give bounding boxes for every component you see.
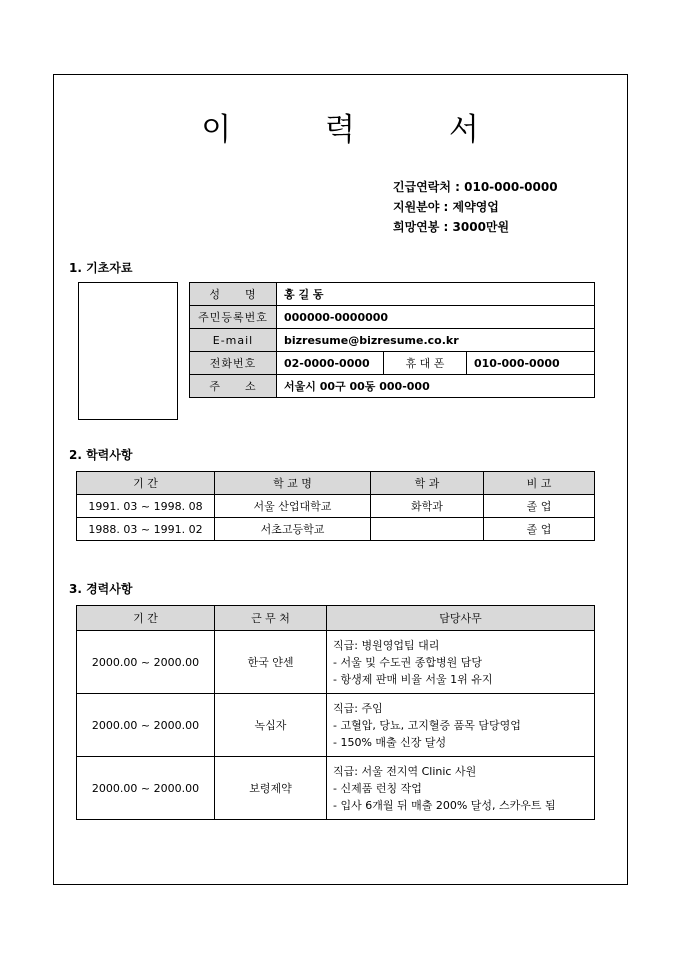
section-career-heading: 3. 경력사항 (69, 582, 133, 596)
education-table (76, 471, 595, 541)
name-value: 홍 길 동 (277, 283, 595, 306)
id-label: 주민등록번호 (190, 306, 277, 329)
address-value: 서울시 00구 00동 000-000 (277, 375, 595, 398)
duty-line: - 고혈압, 당뇨, 고지혈증 품목 담당영업 (333, 718, 521, 732)
basic-info-table (189, 282, 595, 398)
table-row (190, 306, 595, 329)
table-row (77, 518, 595, 541)
edu-note: 졸 업 (484, 495, 595, 518)
edu-header-school: 학 교 명 (215, 472, 371, 495)
table-header-row (77, 606, 595, 631)
career-company: 한국 얀센 (215, 631, 327, 694)
phone-value: 02-0000-0000 (277, 352, 384, 375)
emergency-contact: 긴급연락처 : 010-000-0000 (393, 180, 558, 194)
career-header-company: 근 무 처 (215, 606, 327, 631)
edu-header-period: 기 간 (77, 472, 215, 495)
duty-line: - 입사 6개월 뒤 매출 200% 달성, 스카우트 됨 (333, 798, 556, 812)
edu-note: 졸 업 (484, 518, 595, 541)
career-header-duties: 담당사무 (327, 606, 595, 631)
table-row (190, 352, 595, 375)
career-period: 2000.00 ~ 2000.00 (77, 757, 215, 820)
edu-school: 서울 산업대학교 (215, 495, 371, 518)
table-row (190, 375, 595, 398)
career-duties (327, 757, 595, 820)
career-duties (327, 694, 595, 757)
edu-major: 화학과 (371, 495, 484, 518)
edu-header-note: 비 고 (484, 472, 595, 495)
email-label: E-mail (190, 329, 277, 352)
edu-header-major: 학 과 (371, 472, 484, 495)
mobile-label: 휴 대 폰 (384, 352, 467, 375)
table-row (77, 495, 595, 518)
section-basic-heading: 1. 기초자료 (69, 261, 133, 275)
phone-label: 전화번호 (190, 352, 277, 375)
mobile-value: 010-000-0000 (467, 352, 595, 375)
photo-box (78, 282, 178, 420)
table-row (77, 631, 595, 694)
duty-line: - 150% 매출 신장 달성 (333, 735, 447, 749)
table-row (190, 329, 595, 352)
table-row (190, 283, 595, 306)
edu-period: 1991. 03 ~ 1998. 08 (77, 495, 215, 518)
career-company: 녹십자 (215, 694, 327, 757)
name-label: 성 명 (190, 283, 277, 306)
duty-line: - 항생제 판매 비율 서울 1위 유지 (333, 672, 493, 686)
career-company: 보령제약 (215, 757, 327, 820)
table-header-row (77, 472, 595, 495)
duty-line: - 신제품 런칭 작업 (333, 781, 422, 795)
career-table (76, 605, 595, 820)
edu-major (371, 518, 484, 541)
duty-line: 직급: 주임 (333, 701, 383, 715)
edu-period: 1988. 03 ~ 1991. 02 (77, 518, 215, 541)
id-value: 000000-0000000 (277, 306, 595, 329)
email-value: bizresume@bizresume.co.kr (277, 329, 595, 352)
table-row (77, 757, 595, 820)
contact-info (393, 177, 558, 237)
career-period: 2000.00 ~ 2000.00 (77, 631, 215, 694)
resume-title: 이 력 서 (201, 112, 521, 148)
career-duties (327, 631, 595, 694)
edu-school: 서초고등학교 (215, 518, 371, 541)
desired-field: 지원분야 : 제약영업 (393, 200, 499, 214)
career-header-period: 기 간 (77, 606, 215, 631)
table-row (77, 694, 595, 757)
duty-line: 직급: 병원영업팀 대리 (333, 638, 440, 652)
desired-salary: 희망연봉 : 3000만원 (393, 220, 510, 234)
address-label: 주 소 (190, 375, 277, 398)
duty-line: - 서울 및 수도권 종합병원 담당 (333, 655, 482, 669)
duty-line: 직급: 서울 전지역 Clinic 사원 (333, 764, 477, 778)
career-period: 2000.00 ~ 2000.00 (77, 694, 215, 757)
section-education-heading: 2. 학력사항 (69, 448, 133, 462)
